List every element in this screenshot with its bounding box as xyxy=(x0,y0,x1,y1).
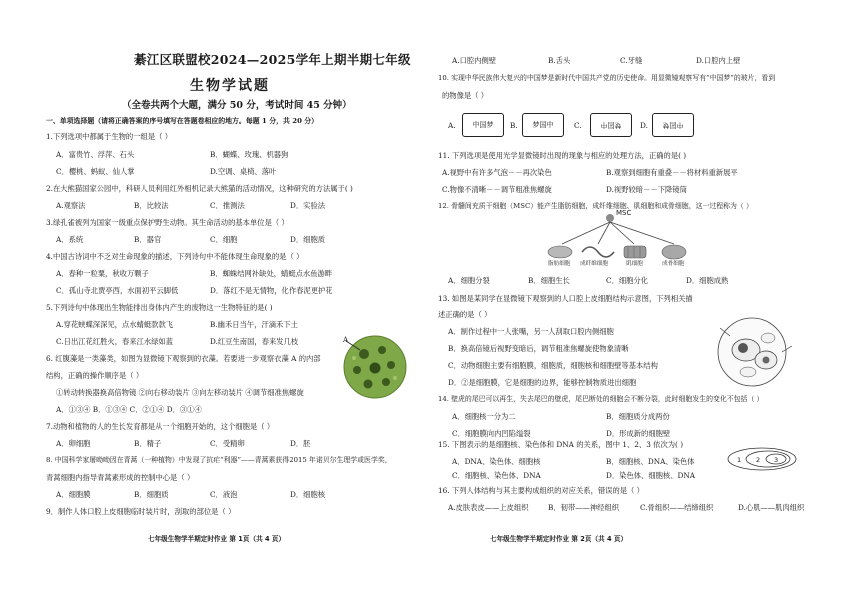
q10-stem: 10. 实现中华民族伟大复兴的中国梦是新时代中国共产党的历史使命。用显微镜观察写有“中国梦”的玻片，看到 xyxy=(438,74,776,82)
q10-image-a-text: 中国梦 xyxy=(472,120,494,129)
q12-option-b[interactable]: B．细胞生长 xyxy=(528,276,570,285)
cell-label-bone: 成骨细胞 xyxy=(662,261,685,267)
q9-option-c[interactable]: C.牙缝 xyxy=(620,56,643,65)
q6-operations: ①转动转换器换高倍物镜 ②向右移动装片 ③向左移动装片 ④调节细准焦螺旋 xyxy=(56,388,304,397)
q10-image-a xyxy=(462,113,504,137)
q13-option-d[interactable]: D．②是细胞膜，它是细胞的边界，能够控制物质进出细胞 xyxy=(448,378,637,387)
q1-option-c[interactable]: C．樱桃、蚂蚁、仙人掌 xyxy=(56,167,135,176)
diagram-label-3: 3 xyxy=(774,456,779,464)
q9-option-a[interactable]: A.口腔内侧壁 xyxy=(452,56,497,65)
q8-option-b[interactable]: B．细胞质 xyxy=(134,490,169,499)
q8-option-d[interactable]: D．细胞核 xyxy=(290,490,326,499)
q7-option-b[interactable]: B．精子 xyxy=(134,439,162,448)
exam-note: （全卷共两个大题，满分 50 分，考试时间 45 分钟） xyxy=(122,100,352,111)
q3-option-b[interactable]: B．器官 xyxy=(134,235,162,244)
q15-option-d[interactable]: D．染色体、细胞核、DNA xyxy=(606,471,696,480)
q3-option-c[interactable]: C．细胞 xyxy=(210,235,238,244)
q2-option-b[interactable]: B．比较法 xyxy=(134,201,169,210)
exam-title: 綦江区联盟校2024—2025学年上期半期七年级 xyxy=(134,52,411,67)
q1-stem: 1.下列选项中都属于生物的一组是（ ） xyxy=(46,132,173,141)
q16-option-d[interactable]: D.心肌——肌肉组织 xyxy=(738,503,805,512)
q4-stem: 4.中国古诗词中不乏对生命现象的描述，下列诗句中不能体现生命现象的是（ ） xyxy=(46,252,304,261)
q16-option-a[interactable]: A.皮肤表皮——上皮组织 xyxy=(448,503,529,512)
algae-label-a: A xyxy=(343,336,349,344)
q6-options[interactable]: A．①③④ B．①③④ C．②①④ D．③①④ xyxy=(56,405,202,414)
q10-image-d xyxy=(652,113,694,137)
page-2 xyxy=(430,0,860,608)
q1-option-a[interactable]: A．富贵竹、浮萍、石头 xyxy=(56,150,135,159)
q4-option-b[interactable]: B．蜘蛛结网补缺处，蜻蜓点水鱼游畔 xyxy=(210,269,333,278)
q11-option-c[interactable]: C.物像不清晰－－调节粗准焦螺旋 xyxy=(442,185,552,194)
q11-option-a[interactable]: A.视野中有许多气泡－－再次染色 xyxy=(442,168,552,177)
q3-stem: 3.绿孔雀被列为国家一级重点保护野生动物。其生命活动的基本单位是（ ） xyxy=(46,218,289,227)
cell-label-muscle: 肌细胞 xyxy=(626,261,643,267)
q10-image-c xyxy=(590,113,632,137)
q11-option-d[interactable]: D.视野较暗－－下降镜筒 xyxy=(606,185,687,194)
q13-stem-cont: 述正确的是（ ） xyxy=(438,310,492,319)
q13-option-c[interactable]: C．动物细胞主要有细胞膜，细胞质，细胞核和细胞壁等基本结构 xyxy=(448,361,658,370)
q8-option-a[interactable]: A．细胞膜 xyxy=(56,490,91,499)
q4-option-c[interactable]: C．孤山寺北贾亭西，水面初平云脚低 xyxy=(56,286,179,295)
q13-option-a[interactable]: A．制作过程中一人张嘴，另一人刮取口腔内侧细胞 xyxy=(448,327,614,336)
q13-stem: 13. 如图是某同学在显微镜下观察到的人口腔上皮细胞结构示意图，下列相关描 xyxy=(438,294,693,303)
q7-option-a[interactable]: A．卵细胞 xyxy=(56,439,91,448)
msc-label: MSC xyxy=(616,209,632,217)
q7-option-c[interactable]: C．受精卵 xyxy=(210,439,245,448)
q14-option-c[interactable]: C．细胞膜向内凹陷缢裂 xyxy=(452,429,531,438)
q7-option-d[interactable]: D．胚 xyxy=(290,439,311,448)
q8-stem: 8. 中国科学家屠呦呦因在青蒿（一种植物）中发现了抗疟“利器”——青蒿素获得2015 年诺贝尔生理学或医学奖， xyxy=(46,456,392,464)
q10-image-c-text: 中国梦 xyxy=(600,121,622,130)
q5-option-c[interactable]: C.日出江花红胜火，春来江水绿如蓝 xyxy=(56,337,174,346)
q6-stem-cont: 结构，正确的操作顺序是（ ） xyxy=(46,371,144,380)
q14-stem: 14. 壁虎的尾巴可以再生，失去尾巴的壁虎，尾巴断处的细胞会不断分裂，此时细胞发生的变化不包括（ ） xyxy=(438,395,764,403)
q9-option-b[interactable]: B.舌头 xyxy=(548,56,571,65)
q13-option-b[interactable]: B．换高倍镜后视野变暗后，调节粗准焦螺旋使物象清晰 xyxy=(448,344,629,353)
q9-option-d[interactable]: D.口腔内上壁 xyxy=(696,56,741,65)
exam-subtitle: 生物学试题 xyxy=(190,78,270,94)
q5-option-d[interactable]: D.红豆生南国，春来发几枝 xyxy=(210,337,299,346)
q2-option-a[interactable]: A.观察法 xyxy=(56,201,86,210)
q14-option-d[interactable]: D．形成新的细胞壁 xyxy=(606,429,671,438)
q15-option-a[interactable]: A．DNA、染色体、细胞核 xyxy=(452,457,541,466)
q10-stem-cont: 的物像是（ ） xyxy=(442,91,489,100)
q3-option-d[interactable]: D．细胞质 xyxy=(290,235,326,244)
q15-stem: 15. 下图表示的是细胞核、染色体和 DNA 的关系，图中 1、2、3 依次为( ) xyxy=(438,440,684,449)
q2-option-c[interactable]: C．推测法 xyxy=(210,201,245,210)
q8-stem-cont: 青蒿细胞内指导青蒿素形成的控制中心是（ ） xyxy=(46,473,195,482)
q10-option-b[interactable]: B. xyxy=(510,121,518,130)
q7-stem: 7.动物和植物的人的生长发育都是从一个细胞开始的，这个细胞是（ ） xyxy=(46,422,275,431)
q12-stem: 12. 骨髓间充质干细胞（MSC）能产生脂肪细胞，成纤维细胞、肌细胞和成骨细胞，这一过程称为（ ） xyxy=(438,202,753,210)
q15-option-c[interactable]: C．细胞核、染色体、DNA xyxy=(452,471,541,480)
q1-option-b[interactable]: B．蝴蝶、玫瑰、机器狗 xyxy=(210,150,289,159)
q4-option-a[interactable]: A．春种一粒粟，秋收万颗子 xyxy=(56,269,149,278)
footer-right: 七年级生物学半期定时作业 第 2页（共 4 页） xyxy=(490,535,628,543)
q4-option-d[interactable]: D．落红不是无情物，化作春泥更护花 xyxy=(210,286,333,295)
q15-option-b[interactable]: B．细胞核、DNA、染色体 xyxy=(606,457,695,466)
q6-stem: 6. 红腹藻是一类藻类，如图为显微镜下观察到的衣藻。若要进一步观察衣藻 A 的内部 xyxy=(46,354,321,363)
q16-option-b[interactable]: B．韧带——神经组织 xyxy=(548,503,620,512)
q5-option-a[interactable]: A.穿花蛱蝶深深见，点水蜻蜓款款飞 xyxy=(56,320,174,329)
q2-option-d[interactable]: D．实验法 xyxy=(290,201,326,210)
q11-option-b[interactable]: B.观察到细胞有重叠－－将材料重新展平 xyxy=(606,168,738,177)
q10-option-a[interactable]: A. xyxy=(448,121,456,130)
cheek-cell-diagram xyxy=(712,314,798,388)
q14-option-b[interactable]: B．细胞质分成两份 xyxy=(606,412,670,421)
q12-option-a[interactable]: A．细胞分裂 xyxy=(448,276,490,285)
q10-option-d[interactable]: D. xyxy=(640,121,648,130)
q12-option-d[interactable]: D．细胞成熟 xyxy=(686,276,729,285)
q16-option-c[interactable]: C.骨组织——结缔组织 xyxy=(640,503,714,512)
footer-left: 七年级生物学半期定时作业 第 1页（共 4 页） xyxy=(148,535,286,543)
cell-label-fat: 脂肪细胞 xyxy=(548,261,571,267)
q1-option-d[interactable]: D.空调、桌椅、落叶 xyxy=(210,167,277,176)
q10-image-d-text: 梦国中 xyxy=(662,121,684,130)
q10-option-c[interactable]: C. xyxy=(574,121,582,130)
section-one-heading: 一、单项选择题（请将正确答案的序号填写在答题卷相应的地方。每题 1 分，共 20 分） xyxy=(46,117,319,125)
q2-stem: 2.在大熊猫国家公园中，科研人员利用红外相机记录大熊猫的活动情况，这种研究的方法属于( ) xyxy=(46,184,353,193)
q16-stem: 16. 下列人体结构与其主要构成组织的对应关系，错误的是（ ） xyxy=(438,486,644,495)
q12-option-c[interactable]: C．细胞分化 xyxy=(606,276,649,285)
q14-option-a[interactable]: A．细胞核一分为二 xyxy=(452,412,516,421)
q10-image-b-text: 梦国中 xyxy=(532,120,554,129)
q3-option-a[interactable]: A．系统 xyxy=(56,235,84,244)
q10-image-b xyxy=(522,113,564,137)
q11-stem: 11. 下列选项是使用光学显微镜时出现的现象与相应的处理方法，正确的是( ) xyxy=(438,151,687,160)
cell-label-fibroblast: 成纤维细胞 xyxy=(580,261,608,267)
diagram-label-2: 2 xyxy=(756,456,761,464)
q9-stem: 9．制作人体口腔上皮细胞临时装片时，刮取的部位是（ ） xyxy=(46,507,236,516)
q5-stem: 5.下列诗句中体现出生物能排出身体内产生的废物这一生物特征的是( ) xyxy=(46,303,273,312)
q5-option-b[interactable]: B.幽禾日当午，汗滴禾下土 xyxy=(210,320,298,329)
diagram-label-1: 1 xyxy=(737,456,742,464)
q8-option-c[interactable]: C．液泡 xyxy=(210,490,238,499)
